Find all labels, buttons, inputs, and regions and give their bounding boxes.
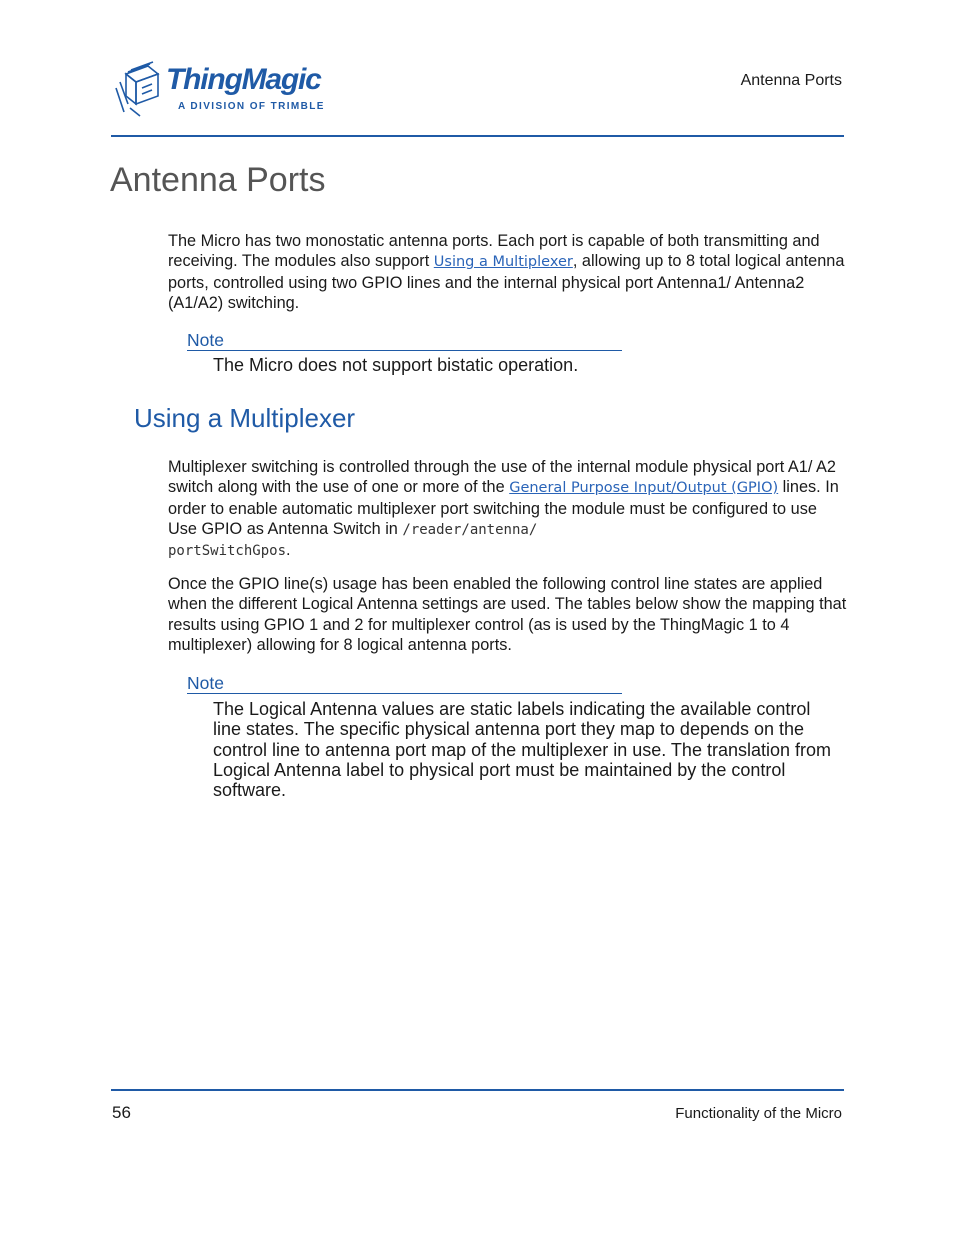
running-header: Antenna Ports (740, 72, 842, 89)
note-text: The Logical Antenna values are static labels indicating the available control line states. The specific physical antenna port they map to depends on the control line to antenna port map of the multiplexer in use. The translation from Logical Antenna label to physical port must be maintained by the control software. (213, 699, 832, 801)
paragraph-text: Multiplexer switching is controlled through the use of the internal module physical port A1/ A2 switch along with the use of one or more of the (168, 458, 836, 497)
page-number: 56 (112, 1103, 131, 1122)
gpio-mapping-paragraph: Once the GPIO line(s) usage has been enabled the following control line states are applied when the different Logical Antenna settings are used. The tables below show the mapping that results using GPIO 1 and 2 for multiplexer control (as is used by the ThingMagic 1 to 4 multiplexer) allowing for 8 logical antenna ports. (168, 575, 847, 654)
footer-chapter: Functionality of the Micro (675, 1105, 842, 1122)
note-label: Note (187, 673, 622, 694)
thingmagic-logo-icon (114, 60, 166, 118)
section-heading: Using a Multiplexer (134, 403, 356, 433)
intro-text: The Micro has two monostatic antenna ports. Each port is capable of both transmitting and receiving. The modules also support (168, 232, 820, 271)
header-rule (111, 135, 844, 137)
intro-paragraph (168, 231, 848, 313)
paragraph-text-cont: lines. In order to enable automatic multiplexer port switching the module must be configured to use Use GPIO as Antenna Switch in (168, 478, 839, 538)
multiplexer-paragraph (168, 457, 848, 561)
note-text: The Micro does not support bistatic operation. (213, 355, 579, 375)
note-label: Note (187, 330, 622, 351)
footer-rule (111, 1089, 844, 1091)
brand-name: ThingMagic (166, 63, 321, 96)
intro-text-cont: , allowing up to 8 total logical antenna ports, controlled using two GPIO lines and the internal physical port Antenna1/ Antenna2 (A1/A2) switching. (168, 252, 845, 312)
brand-tagline: A DIVISION OF TRIMBLE (178, 101, 325, 112)
gpio-link[interactable]: General Purpose Input/Output (GPIO) (509, 480, 779, 497)
paragraph-end: . (286, 541, 291, 560)
using-multiplexer-link[interactable]: Using a Multiplexer (433, 254, 573, 271)
config-path-code: /reader/antenna/ (402, 521, 538, 538)
config-path-code-cont: portSwitchGpos (168, 543, 287, 560)
page-title: Antenna Ports (110, 161, 326, 199)
